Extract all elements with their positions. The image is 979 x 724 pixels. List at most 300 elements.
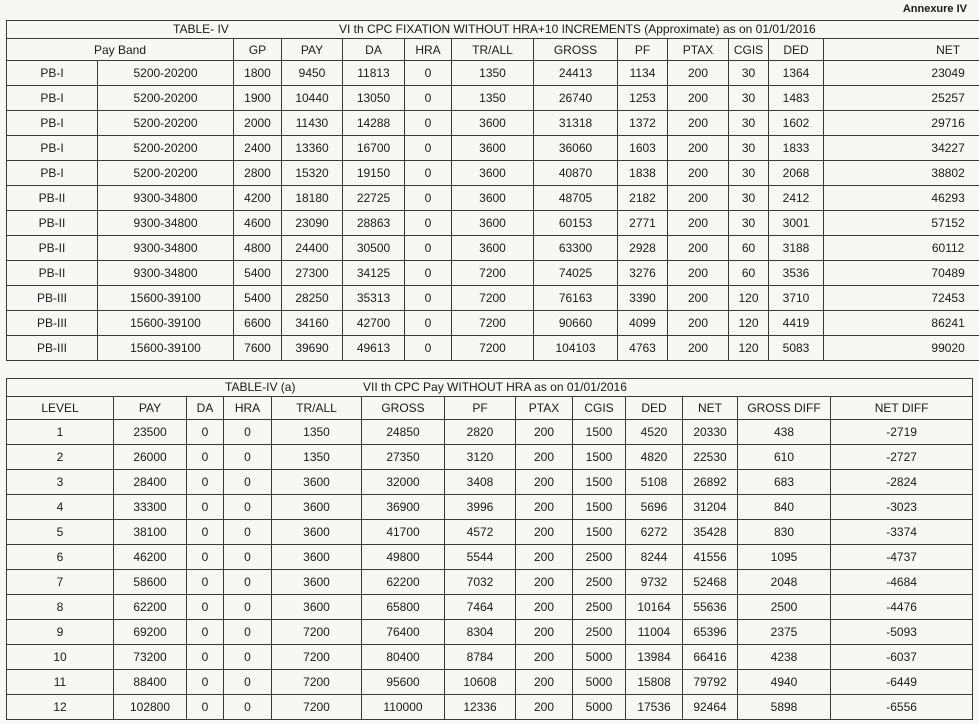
table-cell: 0: [224, 445, 272, 470]
table-cell: 1500: [573, 445, 626, 470]
table-cell: 200: [516, 595, 573, 620]
table-cell: 4800: [234, 236, 282, 261]
table-caption: [7, 21, 979, 39]
table-cell: 86241: [824, 311, 979, 336]
table-cell: 200: [668, 236, 729, 261]
table-cell: 15600-39100: [98, 336, 234, 361]
table-cell: 2500: [573, 570, 626, 595]
column-header: CGIS: [729, 39, 769, 61]
table-cell: 5: [7, 520, 114, 545]
table-cell: 1500: [573, 470, 626, 495]
table-cell: PB-I: [7, 61, 98, 86]
table-cell: 0: [187, 620, 224, 645]
table-cell: 7: [7, 570, 114, 595]
column-header: HRA: [224, 397, 272, 420]
table-row: [7, 420, 973, 445]
table-cell: 1350: [452, 61, 534, 86]
table-cell: 30: [729, 211, 769, 236]
table-cell: -4684: [831, 570, 973, 595]
table-cell: 79792: [683, 670, 738, 695]
table-cell: 3188: [769, 236, 824, 261]
table-row: [7, 470, 973, 495]
table-cell: 65800: [362, 595, 445, 620]
table-cell: 200: [668, 61, 729, 86]
table-cell: 0: [405, 286, 452, 311]
table-cell: 13050: [343, 86, 405, 111]
table-cell: 10: [7, 645, 114, 670]
column-header: PF: [618, 39, 668, 61]
table-cell: 200: [516, 670, 573, 695]
table-cell: 60153: [534, 211, 618, 236]
table-cell: 1833: [769, 136, 824, 161]
table-cell: 9732: [626, 570, 683, 595]
table-cell: 0: [224, 420, 272, 445]
table-cell: 73200: [114, 645, 187, 670]
table-cell: 3390: [618, 286, 668, 311]
table-cell: 5000: [573, 670, 626, 695]
table-cell: 62200: [114, 595, 187, 620]
table-cell: 74025: [534, 261, 618, 286]
table-cell: 3600: [452, 161, 534, 186]
table-cell: 1900: [234, 86, 282, 111]
table-cell: 8304: [445, 620, 516, 645]
table-cell: 0: [187, 520, 224, 545]
table-cell: 15600-39100: [98, 311, 234, 336]
table-row: [7, 645, 973, 670]
table-cell: 2500: [573, 545, 626, 570]
column-header: Pay Band: [7, 39, 234, 61]
table-cell: 13360: [282, 136, 343, 161]
table-cell: 30: [729, 161, 769, 186]
table-cell: 1500: [573, 495, 626, 520]
table-cell: 24400: [282, 236, 343, 261]
table-cell: 28400: [114, 470, 187, 495]
table-cell: PB-III: [7, 311, 98, 336]
column-header: PF: [445, 397, 516, 420]
table-cell: 28863: [343, 211, 405, 236]
table-cell: 0: [224, 470, 272, 495]
table-cell: 3600: [272, 545, 362, 570]
table-cell: 12: [7, 695, 114, 720]
table-row: [7, 570, 973, 595]
table-vi-cpc-fixation: [6, 20, 979, 361]
table-cell: 0: [405, 186, 452, 211]
table-cell: 200: [668, 86, 729, 111]
table-cell: 0: [187, 420, 224, 445]
table-cell: 200: [668, 211, 729, 236]
table-cell: 60: [729, 261, 769, 286]
table-cell: 4572: [445, 520, 516, 545]
table-cell: 10440: [282, 86, 343, 111]
table-row: [7, 670, 973, 695]
table-cell: 4238: [738, 645, 831, 670]
table-cell: 99020: [824, 336, 979, 361]
table-cell: PB-I: [7, 111, 98, 136]
column-header: DED: [769, 39, 824, 61]
table-cell: 10164: [626, 595, 683, 620]
table-row: [7, 186, 979, 211]
column-header: NET: [824, 39, 979, 61]
table-cell: 2500: [738, 595, 831, 620]
table-cell: 1350: [272, 445, 362, 470]
table-cell: 0: [405, 86, 452, 111]
table-cell: 4: [7, 495, 114, 520]
table-row: [7, 620, 973, 645]
table-cell: 22530: [683, 445, 738, 470]
table-cell: 7200: [452, 311, 534, 336]
table-cell: -4476: [831, 595, 973, 620]
table-cell: 12336: [445, 695, 516, 720]
table-cell: 7200: [272, 645, 362, 670]
table-cell: 0: [405, 111, 452, 136]
table-cell: 3536: [769, 261, 824, 286]
table-cell: 3600: [452, 136, 534, 161]
table-cell: 5200-20200: [98, 136, 234, 161]
table-cell: 6: [7, 545, 114, 570]
table-cell: 20330: [683, 420, 738, 445]
table-cell: 76400: [362, 620, 445, 645]
table-cell: 17536: [626, 695, 683, 720]
table-cell: 200: [516, 520, 573, 545]
table-cell: 5696: [626, 495, 683, 520]
table-cell: -5093: [831, 620, 973, 645]
table-cell: 5200-20200: [98, 61, 234, 86]
table-header-row: [7, 39, 979, 61]
table-cell: 0: [405, 161, 452, 186]
table-title: VI th CPC FIXATION WITHOUT HRA+10 INCREMENTS (Approximate) as on 01/01/2016: [339, 22, 816, 36]
table-cell: 0: [187, 670, 224, 695]
table-cell: 19150: [343, 161, 405, 186]
table-cell: 60112: [824, 236, 979, 261]
table-cell: 0: [405, 261, 452, 286]
table-cell: 200: [668, 261, 729, 286]
table-cell: 30: [729, 186, 769, 211]
table-cell: 0: [224, 645, 272, 670]
annexure-label: Annexure IV: [902, 3, 967, 15]
table-cell: 3276: [618, 261, 668, 286]
table-cell: 5898: [738, 695, 831, 720]
table-cell: 1: [7, 420, 114, 445]
table-cell: 120: [729, 311, 769, 336]
table-cell: 5200-20200: [98, 111, 234, 136]
table-cell: 8784: [445, 645, 516, 670]
table-cell: 7200: [452, 336, 534, 361]
table-cell: 200: [516, 570, 573, 595]
table-cell: 4820: [626, 445, 683, 470]
table-cell: 2182: [618, 186, 668, 211]
table-row: [7, 236, 979, 261]
table-cell: 30: [729, 61, 769, 86]
table-cell: 92464: [683, 695, 738, 720]
table-cell: 0: [405, 336, 452, 361]
table-cell: 9450: [282, 61, 343, 86]
column-header: GROSS: [534, 39, 618, 61]
table-cell: 38100: [114, 520, 187, 545]
table-cell: -4737: [831, 545, 973, 570]
table-cell: 4419: [769, 311, 824, 336]
table-title: VII th CPC Pay WITHOUT HRA as on 01/01/2016: [363, 380, 627, 394]
table-cell: 104103: [534, 336, 618, 361]
table-cell: 88400: [114, 670, 187, 695]
table-cell: 27350: [362, 445, 445, 470]
table-cell: 0: [187, 595, 224, 620]
table-cell: 5000: [573, 645, 626, 670]
table-cell: 0: [224, 545, 272, 570]
table-cell: 3600: [272, 570, 362, 595]
table-cell: 24850: [362, 420, 445, 445]
table-cell: 42700: [343, 311, 405, 336]
table-cell: 3996: [445, 495, 516, 520]
table-cell: 1602: [769, 111, 824, 136]
table-cell: 35428: [683, 520, 738, 545]
table-row: [7, 86, 979, 111]
table-cell: 1364: [769, 61, 824, 86]
table-cell: 2400: [234, 136, 282, 161]
table-cell: 31318: [534, 111, 618, 136]
table-cell: 11004: [626, 620, 683, 645]
table-row: [7, 545, 973, 570]
table-cell: -6556: [831, 695, 973, 720]
table-cell: 200: [516, 470, 573, 495]
table-cell: 52468: [683, 570, 738, 595]
table-cell: 2000: [234, 111, 282, 136]
table-cell: 200: [668, 111, 729, 136]
table-row: [7, 261, 979, 286]
table-cell: 76163: [534, 286, 618, 311]
table-cell: 63300: [534, 236, 618, 261]
table-cell: 26740: [534, 86, 618, 111]
table-cell: 33300: [114, 495, 187, 520]
column-header: CGIS: [573, 397, 626, 420]
table-cell: 65396: [683, 620, 738, 645]
table-cell: 200: [668, 186, 729, 211]
table-cell: 11813: [343, 61, 405, 86]
table-cell: 9300-34800: [98, 211, 234, 236]
table-cell: 46293: [824, 186, 979, 211]
table-cell: 9300-34800: [98, 261, 234, 286]
table-cell: -2727: [831, 445, 973, 470]
table-cell: 200: [516, 620, 573, 645]
table-cell: 14288: [343, 111, 405, 136]
column-header: GP: [234, 39, 282, 61]
table-cell: 0: [224, 595, 272, 620]
table-label: TABLE-IV (a): [225, 380, 296, 394]
table-cell: 5108: [626, 470, 683, 495]
table-cell: 110000: [362, 695, 445, 720]
table-cell: 7032: [445, 570, 516, 595]
table-cell: PB-III: [7, 286, 98, 311]
table-label: TABLE- IV: [173, 22, 229, 36]
table-cell: 0: [405, 236, 452, 261]
table-cell: 4520: [626, 420, 683, 445]
table-cell: PB-II: [7, 211, 98, 236]
table-cell: 200: [516, 420, 573, 445]
table-cell: 0: [405, 61, 452, 86]
table-cell: 200: [516, 445, 573, 470]
column-header: LEVEL: [7, 397, 114, 420]
table-header-row: [7, 397, 973, 420]
table-cell: 2800: [234, 161, 282, 186]
table-cell: 5200-20200: [98, 161, 234, 186]
table-row: [7, 495, 973, 520]
table-cell: -3023: [831, 495, 973, 520]
column-header: GROSS DIFF: [738, 397, 831, 420]
table-cell: 11: [7, 670, 114, 695]
table-cell: 2500: [573, 595, 626, 620]
table-cell: 9300-34800: [98, 236, 234, 261]
table-cell: 35313: [343, 286, 405, 311]
table-cell: 13984: [626, 645, 683, 670]
table-cell: 0: [187, 545, 224, 570]
table-cell: 2048: [738, 570, 831, 595]
table-cell: 1372: [618, 111, 668, 136]
column-header: DA: [343, 39, 405, 61]
table-cell: 34227: [824, 136, 979, 161]
table-cell: 30: [729, 111, 769, 136]
table-cell: 1095: [738, 545, 831, 570]
column-header: DED: [626, 397, 683, 420]
table-cell: 3600: [452, 236, 534, 261]
table-cell: 39690: [282, 336, 343, 361]
table-cell: PB-I: [7, 136, 98, 161]
table-cell: 26000: [114, 445, 187, 470]
table-cell: 80400: [362, 645, 445, 670]
table-cell: 60: [729, 236, 769, 261]
table-cell: 3001: [769, 211, 824, 236]
table-row: [7, 111, 979, 136]
table-cell: 34125: [343, 261, 405, 286]
column-header: TR/ALL: [272, 397, 362, 420]
table-cell: 30: [729, 136, 769, 161]
table-cell: 2500: [573, 620, 626, 645]
table-cell: 15320: [282, 161, 343, 186]
table-cell: 3600: [272, 520, 362, 545]
table-row: [7, 695, 973, 720]
table-cell: 5200-20200: [98, 86, 234, 111]
table-row: [7, 286, 979, 311]
table-cell: 40870: [534, 161, 618, 186]
table-cell: -2824: [831, 470, 973, 495]
column-header: NET DIFF: [831, 397, 973, 420]
table-cell: 36900: [362, 495, 445, 520]
table-cell: 1134: [618, 61, 668, 86]
table-cell: 200: [668, 336, 729, 361]
table-cell: 22725: [343, 186, 405, 211]
table-cell: 30500: [343, 236, 405, 261]
table-cell: 3120: [445, 445, 516, 470]
table-cell: 0: [187, 645, 224, 670]
table-cell: 3600: [272, 595, 362, 620]
table-cell: 23500: [114, 420, 187, 445]
table-cell: 23049: [824, 61, 979, 86]
table-cell: 1253: [618, 86, 668, 111]
table-cell: 200: [516, 645, 573, 670]
table-row: [7, 520, 973, 545]
table-cell: 55636: [683, 595, 738, 620]
table-cell: 0: [187, 570, 224, 595]
table-row: [7, 211, 979, 236]
table-cell: 610: [738, 445, 831, 470]
column-header: PTAX: [516, 397, 573, 420]
table-cell: PB-I: [7, 86, 98, 111]
table-cell: 26892: [683, 470, 738, 495]
column-header: TR/ALL: [452, 39, 534, 61]
table-cell: 2820: [445, 420, 516, 445]
table-row: [7, 445, 973, 470]
table-cell: 57152: [824, 211, 979, 236]
table-cell: 3408: [445, 470, 516, 495]
table-cell: -6449: [831, 670, 973, 695]
table-cell: 34160: [282, 311, 343, 336]
table-cell: PB-I: [7, 161, 98, 186]
table-cell: PB-II: [7, 186, 98, 211]
table-cell: 438: [738, 420, 831, 445]
table-cell: -2719: [831, 420, 973, 445]
table-cell: 72453: [824, 286, 979, 311]
table-cell: 41700: [362, 520, 445, 545]
table-cell: -6037: [831, 645, 973, 670]
table-cell: 0: [405, 311, 452, 336]
table-cell: 7200: [272, 670, 362, 695]
table-cell: 0: [187, 495, 224, 520]
table-cell: 15600-39100: [98, 286, 234, 311]
table-cell: 830: [738, 520, 831, 545]
table-cell: 31204: [683, 495, 738, 520]
column-header: GROSS: [362, 397, 445, 420]
table-caption: [7, 379, 973, 397]
table-cell: 200: [668, 286, 729, 311]
table-cell: 4200: [234, 186, 282, 211]
table-cell: 4763: [618, 336, 668, 361]
table-cell: 46200: [114, 545, 187, 570]
table-cell: 0: [224, 570, 272, 595]
table-cell: 200: [668, 136, 729, 161]
column-header: HRA: [405, 39, 452, 61]
table-cell: 3: [7, 470, 114, 495]
table-row: [7, 595, 973, 620]
table-cell: 30: [729, 86, 769, 111]
table-cell: -3374: [831, 520, 973, 545]
table-cell: 7200: [452, 261, 534, 286]
table-cell: 38802: [824, 161, 979, 186]
table-cell: 15808: [626, 670, 683, 695]
table-cell: PB-II: [7, 236, 98, 261]
table-cell: 4600: [234, 211, 282, 236]
column-header: PAY: [114, 397, 187, 420]
table-cell: 7600: [234, 336, 282, 361]
table-cell: 9: [7, 620, 114, 645]
table-cell: 3600: [452, 186, 534, 211]
table-cell: 0: [224, 495, 272, 520]
table-cell: 23090: [282, 211, 343, 236]
table-cell: 2771: [618, 211, 668, 236]
table-cell: 200: [668, 311, 729, 336]
table-vii-cpc-pay: [6, 378, 973, 720]
table-row: [7, 61, 979, 86]
table-cell: 120: [729, 286, 769, 311]
column-header: DA: [187, 397, 224, 420]
table-cell: 70489: [824, 261, 979, 286]
table-cell: 7200: [272, 695, 362, 720]
table-cell: 7200: [272, 620, 362, 645]
table-cell: 200: [668, 161, 729, 186]
table-cell: 66416: [683, 645, 738, 670]
table-cell: PB-II: [7, 261, 98, 286]
table-cell: 1838: [618, 161, 668, 186]
table-cell: 8: [7, 595, 114, 620]
table-cell: 62200: [362, 570, 445, 595]
table-cell: 41556: [683, 545, 738, 570]
